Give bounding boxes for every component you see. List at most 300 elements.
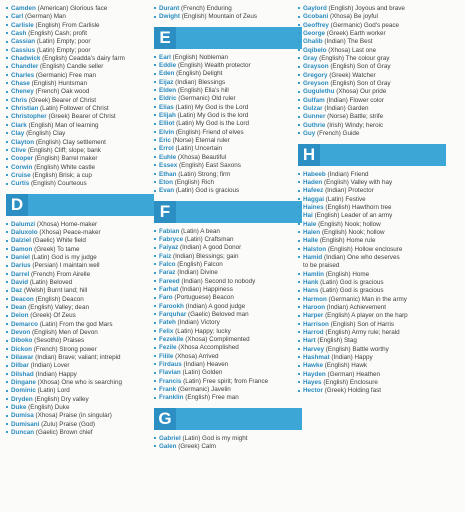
entry-meaning: (Latin) Empty; poor [36, 38, 91, 46]
bullet-icon [6, 356, 8, 358]
list-item [298, 204, 446, 212]
entry-meaning: (Greek) Earth worker [326, 30, 386, 38]
bullet-icon [298, 365, 300, 367]
entry-name: Christopher [11, 113, 47, 121]
entry-name: Elden [159, 87, 177, 95]
list-item [154, 386, 302, 394]
entry-name: Carl [11, 13, 24, 21]
entry-name: Hank [303, 278, 319, 286]
entry-name: Haroon [303, 304, 326, 311]
bullet-icon [154, 397, 156, 399]
bullet-icon [154, 313, 156, 315]
bullet-icon [6, 306, 8, 308]
entry-name: Falco [159, 260, 176, 268]
bullet-icon [298, 256, 300, 258]
list-item [154, 344, 302, 352]
entry-name: Clay [11, 130, 25, 138]
bullet-icon [6, 7, 8, 9]
bullet-icon [6, 174, 8, 176]
entry-meaning: (Xhosa) Arrived [175, 352, 219, 360]
section-header-e [154, 27, 302, 49]
entry-name: Deion [11, 312, 29, 320]
bullet-icon [298, 331, 300, 333]
entry-meaning: (Indian) Protector [325, 187, 374, 195]
list-item [6, 139, 154, 147]
list-item [298, 354, 446, 362]
entry-meaning: (Latin) Happy; lucky [175, 327, 231, 335]
entry-name: Farookh [159, 302, 184, 310]
bullet-icon [298, 248, 300, 250]
entry-meaning: (English) Joyous and brave [328, 5, 405, 12]
entry-name: Firdaus [159, 361, 182, 369]
entry-name: Dalumzi [11, 220, 36, 228]
entry-meaning: (English) Ella's hill [177, 87, 229, 95]
entry-name: Greyson [303, 80, 329, 88]
bullet-icon [154, 98, 156, 100]
bullet-icon [154, 139, 156, 141]
entry-name: Hans [303, 287, 319, 295]
entry-meaning: (Indian) Blessings; gain [173, 252, 239, 260]
bullet-icon [154, 445, 156, 447]
list-item [6, 337, 154, 345]
list-item [6, 229, 154, 237]
list-item [6, 421, 154, 429]
entry-name: Harper [303, 312, 324, 320]
entry-meaning: (English) Stag [317, 337, 357, 345]
entry-name: Franklin [159, 394, 184, 402]
list-item [6, 63, 154, 71]
list-item [298, 80, 446, 88]
bullet-icon [298, 107, 300, 109]
entry-name: Gcobani [303, 13, 329, 21]
entry-meaning: (Indian) One who deserves [324, 253, 400, 261]
list-item [6, 371, 154, 379]
entry-name: Duncan [11, 429, 35, 437]
list-item [298, 271, 446, 279]
list-item [298, 105, 446, 113]
list-item [298, 287, 446, 295]
bullet-icon [6, 124, 8, 126]
entry-name: Camden [11, 5, 36, 12]
entry-name: Curtis [11, 180, 30, 188]
entry-name: Cassian [11, 38, 36, 46]
list-item [154, 269, 302, 277]
entry-meaning: (English) Cliff; slope; bank [27, 146, 101, 154]
entry-meaning: (English) Wealth protector [177, 62, 251, 70]
entry-meaning: (Latin) My God is the Lord [175, 103, 249, 111]
list-item [6, 164, 154, 172]
bullet-icon [298, 206, 300, 208]
entry-meaning: (English) Duke [28, 404, 70, 412]
entry-meaning: (German) Heathen [327, 370, 380, 378]
bullet-icon [154, 7, 156, 9]
bullet-icon [6, 41, 8, 43]
entry-name: Fezekile [159, 336, 184, 343]
list-item [154, 187, 302, 195]
entry-name: Ethan [159, 170, 177, 178]
list-item [298, 279, 446, 287]
entry-name: Halle [303, 237, 319, 245]
bullet-icon [6, 323, 8, 325]
entry-meaning: (Latin) My God is the Lord [176, 120, 249, 128]
entry-meaning: (English) East Saxons [178, 162, 241, 170]
bullet-icon [6, 107, 8, 109]
entry-name: Eijaz [159, 78, 174, 86]
bullet-icon [154, 181, 156, 183]
bullet-icon [6, 348, 8, 350]
entry-meaning: (Indian) Happiness [180, 285, 233, 293]
list-item [6, 429, 154, 437]
bullet-icon [6, 91, 8, 93]
list-item [298, 30, 446, 38]
entry-meaning: (French) Enduring [181, 5, 232, 12]
entry-name: Hayes [303, 379, 322, 387]
bullet-icon [6, 265, 8, 267]
bullet-icon [6, 149, 8, 151]
entry-name: Errol [159, 145, 174, 153]
entry-meaning: (Latin) God is my might [182, 434, 248, 442]
bullet-icon [298, 215, 300, 217]
list-item [154, 171, 302, 179]
entry-meaning: (Greek) Bearer of Christ [28, 96, 97, 104]
list-item [154, 95, 302, 103]
entry-name: Eldric [159, 95, 177, 103]
list-item [298, 55, 446, 63]
entry-meaning: (Latin) Empty; poor [36, 46, 91, 54]
list-item [298, 187, 446, 195]
list-item [154, 179, 302, 187]
list-item [298, 254, 446, 262]
bullet-icon [6, 82, 8, 84]
entry-name: Farquhar [159, 310, 187, 318]
list-item [6, 237, 154, 245]
entry-name: Grayson [303, 63, 329, 71]
entry-name: Francis [159, 377, 182, 385]
entry-name: Habeeb [303, 170, 326, 178]
bullet-icon [6, 248, 8, 250]
entry-meaning: (English) Clay settlement [35, 138, 106, 146]
bullet-icon [154, 322, 156, 324]
section-header-g [154, 408, 302, 430]
entry-name: Charles [11, 71, 35, 79]
entry-meaning: (Indian) Happy [35, 370, 77, 378]
bullet-icon [298, 273, 300, 275]
entry-name: Flavian [159, 369, 181, 377]
entry-name: Gugulethu [303, 88, 335, 96]
list-item [298, 321, 446, 329]
entry-meaning: (English) Son of Harris [330, 320, 394, 328]
bullet-icon [298, 190, 300, 192]
list-item [6, 404, 154, 412]
list-item [6, 346, 154, 354]
bullet-icon [154, 437, 156, 439]
list-item [298, 22, 446, 30]
list-item [298, 379, 446, 387]
bullet-icon [298, 281, 300, 283]
entry-meaning: (Xhosa Accomplished [178, 344, 239, 352]
entry-meaning: (Xhosa) Praise (in singular) [35, 412, 112, 420]
bullet-icon [6, 431, 8, 433]
bullet-icon [298, 290, 300, 292]
entry-meaning: (Xhosa) Peace-maker [39, 228, 101, 236]
entry-meaning: (English) From Carlisle [35, 21, 100, 29]
bullet-icon [6, 99, 8, 101]
bullet-icon [298, 198, 300, 200]
entry-meaning: (Indian) Lover [30, 362, 70, 370]
entry-meaning: (Gaelic) Brown chief [35, 429, 93, 437]
bullet-icon [6, 365, 8, 367]
list-g-names [154, 435, 302, 452]
entry-name: Galen [159, 443, 177, 451]
list-item [154, 5, 302, 13]
entry-meaning: (Indian) Blessings [175, 78, 226, 86]
entry-meaning: (English) The colour gray [319, 55, 390, 63]
list-item [298, 47, 446, 55]
bullet-icon [154, 247, 156, 249]
bullet-icon [298, 340, 300, 342]
list-item [6, 304, 154, 312]
list-item [154, 286, 302, 294]
list-item [6, 55, 154, 63]
list-item [298, 337, 446, 345]
entry-name: Frank [159, 386, 177, 394]
list-item [6, 387, 154, 395]
list-item [154, 336, 302, 344]
entry-name: Daluxolo [11, 228, 38, 236]
bullet-icon [6, 66, 8, 68]
bullet-icon [154, 89, 156, 91]
bullet-icon [298, 306, 300, 308]
column-1 [6, 5, 154, 438]
entry-name: Dalziel [11, 237, 31, 245]
bullet-icon [154, 280, 156, 282]
entry-meaning: (Germanic) Man in the army [328, 295, 407, 303]
entry-meaning: (Gaelic) Beloved man [188, 310, 249, 318]
bullet-icon [6, 240, 8, 242]
list-item [6, 147, 154, 155]
entry-meaning: (Indian) Friend [327, 170, 369, 178]
entry-name: Corwin [11, 163, 33, 171]
list-item [298, 97, 446, 105]
bullet-icon [154, 81, 156, 83]
entry-name: Cheney [11, 88, 34, 96]
list-item [6, 47, 154, 55]
entry-meaning: (Xhosa) Last one [328, 46, 377, 54]
entry-name: Fabian [159, 227, 180, 235]
entry-meaning: (Greek) Holding fast [324, 387, 382, 395]
entry-name: Fareed [159, 277, 180, 285]
bullet-icon [298, 132, 300, 134]
bullet-icon [154, 255, 156, 257]
entry-meaning: (English) Nobleman [172, 53, 228, 61]
entry-meaning: (Latin) God is my judge [31, 253, 97, 261]
list-item [154, 162, 302, 170]
list-item [6, 246, 154, 254]
bullet-icon [298, 91, 300, 93]
list-item [298, 63, 446, 71]
entry-meaning: (Indian) Victory [177, 319, 220, 327]
list-item [154, 328, 302, 336]
entry-name: Eden [159, 70, 175, 78]
bullet-icon [6, 57, 8, 59]
entry-meaning: (English) Free man [185, 394, 239, 402]
entry-meaning: (Xhosa) Our pride [336, 88, 387, 96]
bullet-icon [154, 305, 156, 307]
list-item [6, 122, 154, 130]
entry-name: Geoffrey [303, 21, 329, 29]
entry-meaning: (English) Valley with hay [324, 178, 393, 186]
bullet-icon [298, 116, 300, 118]
entry-meaning: to be praised [303, 262, 340, 270]
bullet-icon [154, 288, 156, 290]
bullet-icon [6, 141, 8, 143]
list-item [154, 261, 302, 269]
entry-meaning: (Indian) Second to nobody [181, 277, 256, 285]
list-item [154, 154, 302, 162]
entry-meaning: (Greek) Watcher [329, 71, 376, 79]
list-item [154, 378, 302, 386]
entry-meaning: (English) Home [325, 270, 370, 278]
list-item [298, 387, 446, 395]
list-item [6, 130, 154, 138]
list-item [6, 80, 154, 88]
entry-name: Daz [11, 287, 23, 295]
list-item [154, 112, 302, 120]
list-item [154, 435, 302, 443]
entry-name: Darius [11, 262, 31, 270]
list-item [6, 221, 154, 229]
entry-name: Elias [159, 103, 174, 111]
list-item [154, 303, 302, 311]
entry-name: Fezile [159, 344, 177, 352]
entry-name: Dwight [159, 13, 180, 21]
section-letter: E [154, 27, 176, 49]
entry-meaning: (Indian) Achievement [326, 304, 386, 311]
list-item [6, 296, 154, 304]
entry-meaning: (English) Dry valley [34, 395, 89, 403]
bullet-icon [154, 272, 156, 274]
entry-meaning: (English) Courteous [30, 180, 87, 188]
list-item [6, 5, 154, 13]
entry-meaning: (Greek) Calm [178, 443, 217, 451]
entry-meaning: (English) Barrel maker [34, 155, 98, 163]
entry-name: George [303, 30, 326, 38]
entry-meaning: (Latin) Golden [182, 369, 223, 377]
list-g-names-cont [298, 5, 446, 139]
list-item [154, 319, 302, 327]
entry-meaning: (Indian) A good Donor [180, 244, 242, 252]
entry-name: Gulfam [303, 96, 325, 104]
entry-name: Dilbar [11, 362, 29, 370]
entry-meaning: (English) Hawk [324, 362, 368, 370]
bullet-icon [154, 263, 156, 265]
entry-meaning: (Indian) The Best [324, 38, 373, 46]
bullet-icon [298, 348, 300, 350]
list-item [154, 145, 302, 153]
bullet-icon [154, 347, 156, 349]
entry-name: Dilshad [11, 370, 34, 378]
bullet-icon [6, 298, 8, 300]
bullet-icon [154, 123, 156, 125]
bullet-icon [154, 338, 156, 340]
entry-name: Demarco [11, 320, 38, 328]
list-item [154, 87, 302, 95]
entry-name: Dominic [11, 387, 36, 395]
bullet-icon [298, 16, 300, 18]
section-header-h [298, 144, 446, 166]
bullet-icon [298, 231, 300, 233]
bullet-icon [298, 240, 300, 242]
entry-name: Hamlin [303, 270, 324, 278]
entry-meaning: (Irish) Windy; heroic [327, 121, 384, 129]
entry-name: Cassius [11, 46, 36, 54]
bullet-icon [298, 181, 300, 183]
list-item [6, 321, 154, 329]
entry-meaning: (Indian) Heaven [183, 361, 229, 369]
bullet-icon [154, 388, 156, 390]
entry-meaning: (Indian) Brave; valiant; intrepid [35, 354, 121, 362]
bullet-icon [6, 74, 8, 76]
entry-name: Dean [11, 304, 27, 311]
list-item [6, 30, 154, 38]
entry-name: Hawke [303, 362, 323, 370]
list-item [154, 104, 302, 112]
list-item [298, 329, 446, 337]
bullet-icon [6, 398, 8, 400]
bullet-icon [6, 390, 8, 392]
bullet-icon [6, 373, 8, 375]
section-letter: F [154, 201, 176, 223]
entry-meaning: (French) Strong power [33, 345, 97, 353]
entry-meaning: (English) Hawthorn tree [325, 203, 392, 211]
bullet-icon [298, 373, 300, 375]
list-item [298, 5, 446, 13]
list-item [298, 304, 446, 312]
bullet-icon [6, 315, 8, 317]
entry-meaning: (Greek) Bearer of Christ [48, 113, 116, 121]
entry-name: Hayden [303, 370, 326, 378]
entry-meaning: (English) Men of Devon [32, 329, 98, 337]
bullet-icon [154, 73, 156, 75]
list-item [298, 212, 446, 220]
entry-meaning: (French) Oak wood [35, 88, 90, 96]
entry-name: Haggai [303, 195, 324, 203]
bullet-icon [154, 190, 156, 192]
list-d-names [6, 221, 154, 438]
bullet-icon [154, 148, 156, 150]
list-item [298, 88, 446, 96]
list-e-names [154, 54, 302, 196]
entry-meaning: (German) Man [25, 13, 66, 21]
list-item [6, 279, 154, 287]
list-item [298, 312, 446, 320]
bullet-icon [298, 124, 300, 126]
entry-meaning: (Xhosa) Beautiful [177, 153, 227, 161]
bullet-icon [6, 281, 8, 283]
list-item [298, 130, 446, 138]
entry-meaning: (Latin) Free spirit; from France [183, 377, 269, 385]
list-item [6, 312, 154, 320]
list-c-names [6, 5, 154, 189]
entry-meaning: (English) Friend of elves [175, 128, 244, 136]
bullet-icon [154, 131, 156, 133]
bullet-icon [298, 41, 300, 43]
entry-name: Daniel [11, 253, 30, 261]
list-item [298, 221, 446, 229]
section-letter: D [6, 194, 28, 216]
bullet-icon [154, 238, 156, 240]
entry-meaning: (English) Son of Gray [330, 63, 391, 71]
